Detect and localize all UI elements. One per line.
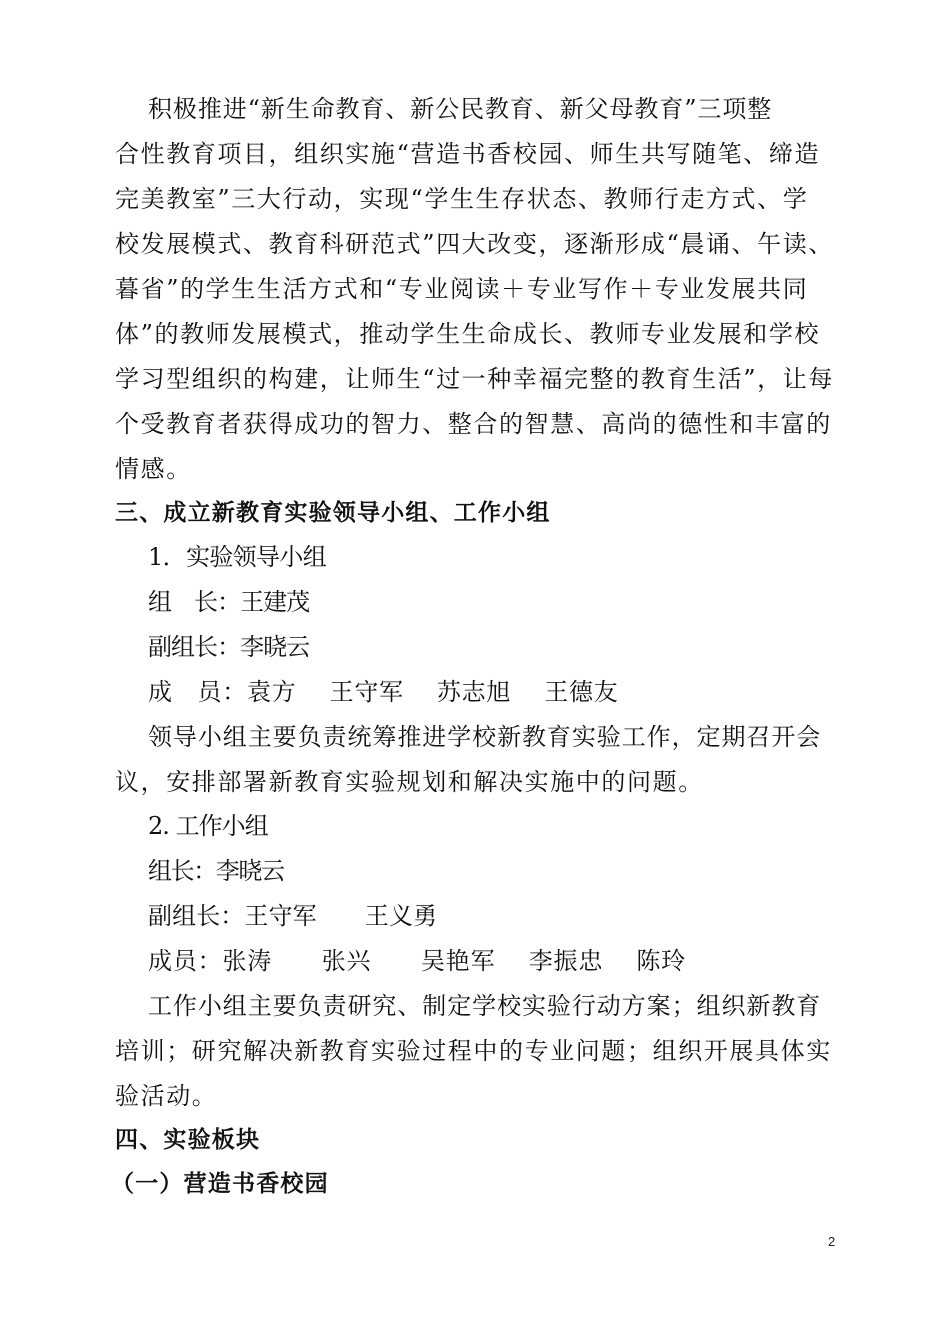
intro-line-7: 学习型组织的构建，让师生“过一种幸福完整的教育生活”，让每 (115, 365, 834, 393)
intro-line-9: 情感。 (115, 455, 192, 483)
intro-line-6: 体”的教师发展模式，推动学生生命成长、教师专业发展和学校 (115, 320, 821, 348)
work-group-members: 成员：张涛 张兴 吴艳军 李振忠 陈玲 (148, 947, 687, 975)
leader-group-duty-line-1: 领导小组主要负责统筹推进学校新教育实验工作，定期召开会 (148, 723, 822, 751)
work-group-deputy: 副组长：王守军 王义勇 (148, 902, 438, 930)
section-3-heading: 三、成立新教育实验领导小组、工作小组 (115, 500, 551, 526)
intro-line-2: 合性教育项目，组织实施“营造书香校园、师生共写随笔、缔造 (115, 140, 821, 168)
leader-group-members: 成 员：袁方 王守军 苏志旭 王德友 (148, 678, 619, 706)
intro-line-3: 完美教室”三大行动，实现“学生生存状态、教师行走方式、学 (115, 185, 809, 213)
section-4-sub-1: （一）营造书香校园 (111, 1171, 329, 1197)
intro-line-1: 积极推进“新生命教育、新公民教育、新父母教育”三项整 (148, 95, 773, 123)
work-group-title: 2. 工作小组 (148, 812, 268, 840)
intro-line-4: 校发展模式、教育科研范式”四大改变，逐渐形成“晨诵、午读、 (115, 230, 834, 258)
leader-group-duty-line-2: 议，安排部署新教育实验规划和解决实施中的问题。 (115, 768, 704, 796)
intro-line-8: 个受教育者获得成功的智力、整合的智慧、高尚的德性和丰富的 (115, 410, 832, 438)
work-group-leader: 组长：李晓云 (148, 857, 284, 885)
leader-group-title: 1．实验领导小组 (148, 543, 327, 571)
work-group-duty-line-1: 工作小组主要负责研究、制定学校实验行动方案；组织新教育 (148, 992, 822, 1020)
intro-line-5: 暮省”的学生生活方式和“专业阅读＋专业写作＋专业发展共同 (115, 275, 809, 303)
section-4-heading: 四、实验板块 (115, 1127, 261, 1153)
work-group-duty-line-2: 培训；研究解决新教育实验过程中的专业问题；组织开展具体实 (115, 1037, 832, 1065)
page-number: 2 (828, 1234, 836, 1249)
leader-group-deputy: 副组长：李晓云 (148, 633, 310, 661)
leader-group-leader: 组 长：王建茂 (148, 588, 310, 616)
work-group-duty-line-3: 验活动。 (115, 1082, 218, 1110)
